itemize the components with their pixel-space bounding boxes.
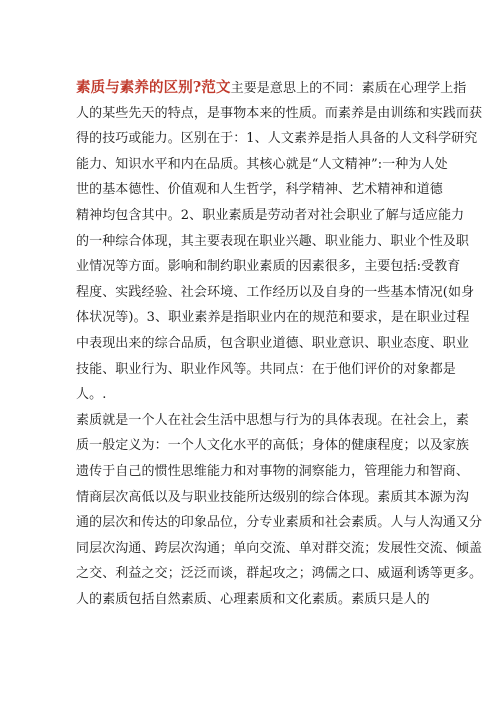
text-line: 精神均包含其中。2、职业素质是劳动者对社会职业了解与适应能力 (76, 207, 465, 223)
text-line: 体状况等)。3、职业素养是指职业内在的规范和要求，是在职业过程 (76, 310, 470, 326)
text-line: 能力、知识水平和内在品质。其核心就是“人文精神”:一种为人处 (76, 156, 448, 172)
text-line: 素质就是一个人在社会生活中思想与行为的具体表现。在社会上，素 (76, 412, 470, 428)
text-line: 遗传于自己的惯性思维能力和对事物的洞察能力，管理能力和智商、 (76, 463, 470, 479)
text-line: 的一种综合体现，其主要表现在职业兴趣、职业能力、职业个性及职 (76, 233, 470, 249)
text-line: 技能、职业行为、职业作风等。共同点：在于他们评价的对象都是 (76, 361, 456, 377)
text-line: 中表现出来的综合品质，包含职业道德、职业意识、职业态度、职业 (76, 335, 470, 351)
text-line: 业情况等方面。影响和制约职业素质的因素很多，主要包括:受教育 (76, 259, 461, 275)
first-line (76, 75, 467, 101)
text-line: 质一般定义为：一个人文化水平的高低；身体的健康程度；以及家族 (76, 438, 470, 454)
text-line: 同层次沟通、跨层次沟通；单向交流、单对群交流；发展性交流、倾盖 (76, 540, 483, 556)
text-line: 世的基本德性、价值观和人生哲学，科学精神、艺术精神和道德 (76, 182, 443, 198)
text-line: 通的层次和传达的印象品位，分专业素质和社会素质。人与人沟通又分 (76, 515, 483, 531)
text-line: 人的素质包括自然素质、心理素质和文化素质。素质只是人的 (76, 591, 430, 607)
article-body (76, 75, 483, 612)
text-line: 情商层次高低以及与职业技能所达级别的综合体现。素质其本源为沟 (76, 489, 470, 505)
text-line: 得的技巧或能力。区别在于：1、人文素养是指人具备的人文科学研究 (76, 131, 478, 147)
article-title: 素质与素养的区别?范文 (76, 79, 231, 96)
paragraph-lines (76, 101, 483, 613)
text-line: 之交、利益之交；泛泛而谈，群起攻之；鸿儒之口、威逼利诱等更多。 (76, 566, 483, 582)
text-line: 人的某些先天的特点，是事物本来的性质。而素养是由训练和实践而获 (76, 105, 483, 121)
text-line: 人。. (76, 387, 107, 403)
text-line: 程度、实践经验、社会环境、工作经历以及自身的一些基本情况(如身 (76, 284, 475, 300)
first-line-text: 主要是意思上的不同：素质在心理学上指 (230, 81, 467, 96)
